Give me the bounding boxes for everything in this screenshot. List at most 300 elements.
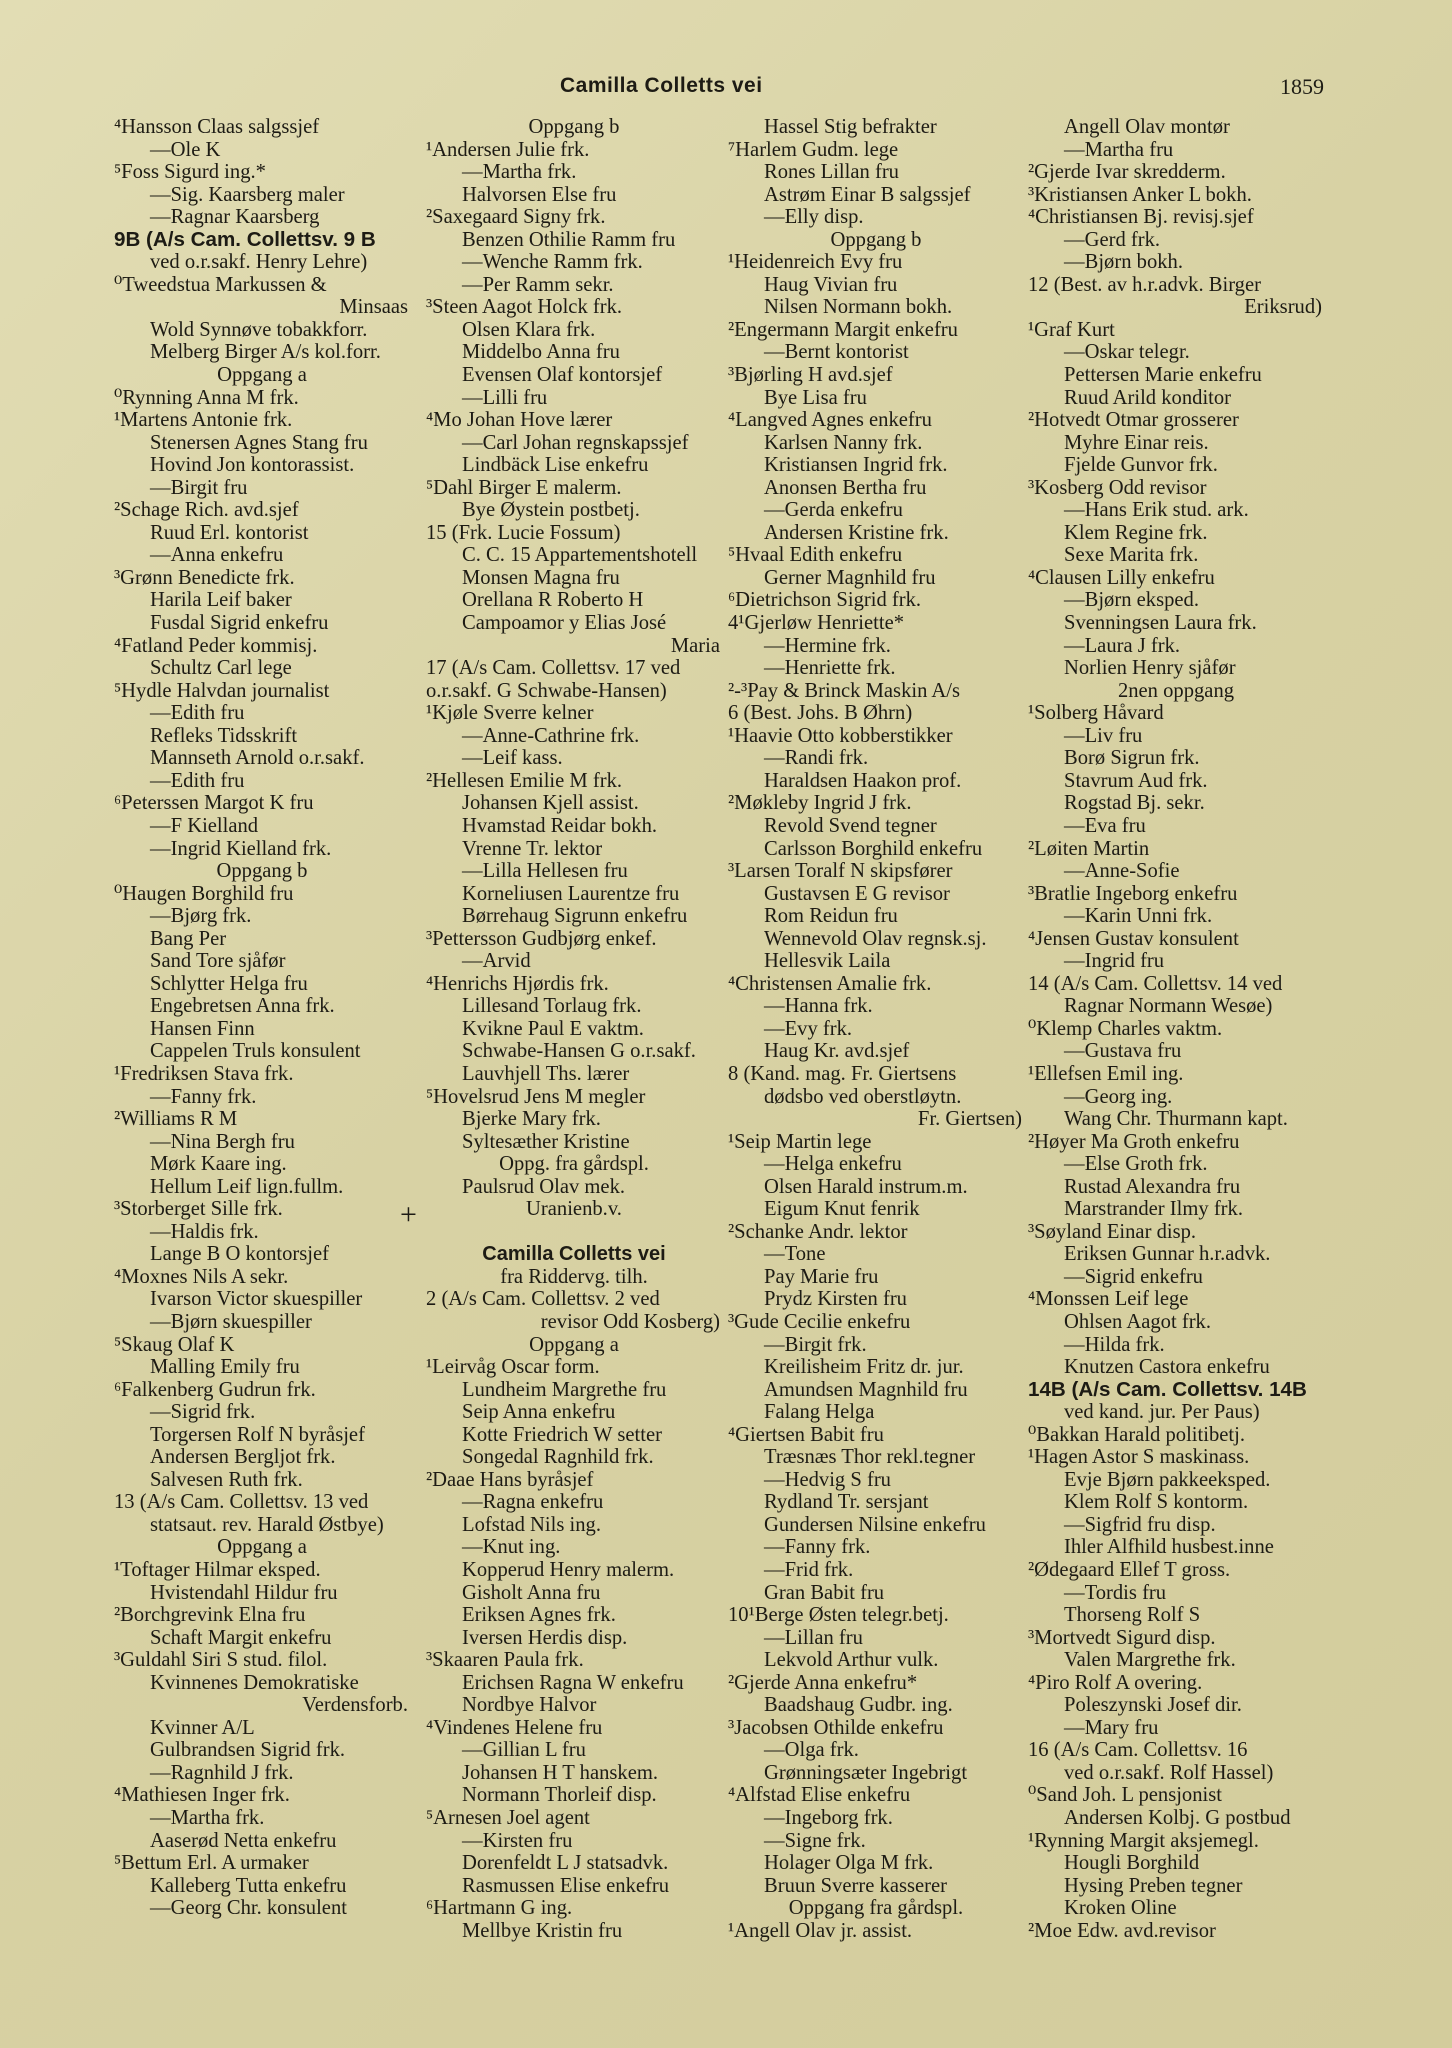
directory-entry: Oppg. fra gårdspl.	[499, 1153, 649, 1176]
directory-entry: ⁶Dietrichson Sigrid frk.	[728, 589, 922, 612]
directory-entry: Erichsen Ragna W enkefru	[462, 1671, 684, 1694]
directory-entry: fra Riddervg. tilh.	[500, 1265, 648, 1288]
directory-entry: ⁴Piro Rolf A overing.	[1028, 1671, 1203, 1694]
directory-entry: —Ragna enkefru	[462, 1491, 604, 1514]
directory-entry: Melberg Birger A/s kol.forr.	[150, 341, 381, 364]
directory-entry: Carlsson Borghild enkefru	[764, 837, 983, 860]
directory-entry: Pay Marie fru	[764, 1265, 879, 1288]
directory-entry: 10¹Berge Østen telegr.betj.	[728, 1604, 949, 1627]
directory-entry: Pettersen Marie enkefru	[1064, 364, 1262, 387]
directory-entry: ved o.r.sakf. Henry Lehre)	[150, 251, 368, 274]
directory-entry: —Evy frk.	[764, 1017, 853, 1040]
directory-entry: 2nen oppgang	[1117, 679, 1235, 702]
directory-entry: —Frid frk.	[764, 1559, 854, 1581]
directory-entry: Rom Reidun fru	[764, 905, 898, 928]
directory-entry: Anonsen Bertha fru	[764, 476, 927, 499]
directory-entry: Thorseng Rolf S	[1064, 1604, 1201, 1627]
directory-entry: ⁶Falkenberg Gudrun frk.	[114, 1378, 316, 1401]
directory-entry: —Birgit fru	[150, 476, 248, 499]
directory-entry: ved kand. jur. Per Paus)	[1064, 1401, 1260, 1424]
directory-entry: Klem Regine frk.	[1064, 521, 1208, 544]
directory-entry: Korneliusen Laurentze fru	[462, 882, 680, 905]
directory-entry: ⁴Giertsen Babit fru	[728, 1423, 884, 1446]
directory-entry: Olsen Harald instrum.m.	[764, 1175, 968, 1198]
directory-entry: Aaserød Netta enkefru	[150, 1829, 337, 1852]
directory-entry: Dorenfeldt L J statsadvk.	[462, 1852, 669, 1875]
directory-entry: Oppgang b	[830, 228, 922, 251]
directory-entry: Schaft Margit enkefru	[150, 1626, 332, 1649]
directory-entry: Schwabe-Hansen G o.r.sakf.	[462, 1040, 696, 1063]
directory-entry: ⁴Alfstad Elise enkefru	[728, 1784, 911, 1807]
directory-entry: ⁵Dahl Birger E malerm.	[426, 476, 622, 499]
directory-entry: ⁴Clausen Lilly enkefru	[1028, 566, 1215, 589]
directory-entry: Grønningsæter Ingebrigt	[764, 1761, 968, 1784]
directory-entry: Revold Svend tegner	[764, 814, 937, 837]
directory-entry: ³Gude Cecilie enkefru	[728, 1310, 911, 1333]
directory-entry: 12 (Best. av h.r.advk. Birger	[1028, 273, 1261, 296]
directory-entry: ¹Solberg Håvard	[1028, 702, 1164, 725]
directory-entry: —Leif kass.	[462, 747, 563, 770]
directory-entry: Prydz Kirsten fru	[764, 1288, 907, 1311]
directory-entry: Sexe Marita frk.	[1064, 544, 1199, 567]
directory-entry: Refleks Tidsskrift	[150, 724, 298, 747]
directory-entry: Benzen Othilie Ramm fru	[462, 228, 676, 251]
directory-entry: —Per Ramm sekr.	[462, 273, 614, 296]
directory-entry: ⁵Skaug Olaf K	[114, 1333, 235, 1356]
directory-entry: ¹Angell Olav jr. assist.	[728, 1919, 913, 1942]
directory-entry: ³Kosberg Odd revisor	[1028, 476, 1207, 499]
directory-entry: Lange B O kontorsjef	[150, 1243, 330, 1266]
directory-entry: ²Hotvedt Otmar grosserer	[1028, 409, 1239, 432]
directory-entry: Andersen Bergljot frk.	[150, 1446, 336, 1469]
directory-entry: Hellum Leif lign.fullm.	[150, 1175, 344, 1198]
directory-entry: ⁰Sand Joh. L pensjonist	[1028, 1784, 1222, 1807]
directory-entry: —Tone	[764, 1243, 826, 1266]
directory-entry: —Elly disp.	[764, 206, 864, 229]
directory-entry: —Martha fru	[1064, 138, 1174, 161]
directory-entry: Schultz Carl lege	[150, 657, 292, 680]
directory-entry: Lundheim Margrethe fru	[462, 1378, 667, 1401]
directory-entry: ³Steen Aagot Holck frk.	[426, 296, 623, 319]
directory-entry: ³Kristiansen Anker L bokh.	[1028, 183, 1252, 206]
directory-entry: —Hilda frk.	[1064, 1333, 1165, 1356]
directory-entry: ³Skaaren Paula frk.	[426, 1649, 584, 1672]
directory-entry: Oppgang a	[217, 1536, 307, 1559]
directory-entry: —Lillan fru	[764, 1626, 863, 1649]
directory-entry: Maria	[670, 634, 720, 657]
directory-entry: ³Larsen Toralf N skipsfører	[728, 860, 953, 883]
directory-entry: ¹Kjøle Sverre kelner	[426, 702, 594, 725]
directory-entry: ³Guldahl Siri S stud. filol.	[114, 1649, 328, 1672]
directory-entry: —Nina Bergh fru	[150, 1130, 295, 1153]
directory-entry: Rustad Alexandra fru	[1064, 1175, 1241, 1198]
directory-entry: ⁵Hvaal Edith enkefru	[728, 544, 903, 567]
directory-entry: Paulsrud Olav mek.	[462, 1175, 626, 1198]
directory-entry: Eriksen Gunnar h.r.advk.	[1064, 1243, 1271, 1266]
directory-entry: —Martha frk.	[462, 161, 577, 184]
directory-entry: —Anne-Sofie	[1064, 860, 1180, 883]
directory-entry: ³Søyland Einar disp.	[1028, 1220, 1197, 1243]
directory-entry: ³Storberget Sille frk.	[114, 1198, 283, 1221]
directory-entry: —Edith fru	[150, 769, 245, 792]
directory-entry: Songedal Ragnhild frk.	[462, 1446, 654, 1469]
directory-entry: ⁴Hansson Claas salgssjef	[114, 116, 320, 138]
directory-entry: Kristiansen Ingrid frk.	[764, 454, 948, 477]
directory-entry: Haraldsen Haakon prof.	[764, 769, 962, 792]
directory-entry: 16 (A/s Cam. Collettsv. 16	[1028, 1739, 1248, 1762]
directory-entry: Falang Helga	[764, 1401, 875, 1424]
directory-entry: —Edith fru	[150, 702, 245, 725]
directory-entry: —Ragnhild J frk.	[150, 1761, 294, 1784]
directory-entry: ⁴Monssen Leif lege	[1028, 1288, 1189, 1311]
directory-entry: —Liv fru	[1064, 724, 1143, 747]
directory-entry: —Sigfrid fru disp.	[1064, 1513, 1216, 1536]
directory-entry: —Hanna frk.	[764, 995, 873, 1018]
directory-entry: ⁵Arnesen Joel agent	[426, 1807, 590, 1830]
directory-entry: Stavrum Aud frk.	[1064, 769, 1208, 792]
directory-entry: Hellesvik Laila	[764, 950, 891, 973]
directory-entry: 13 (A/s Cam. Collettsv. 13 ved	[114, 1491, 369, 1514]
directory-entry: Engebretsen Anna frk.	[150, 995, 335, 1018]
directory-entry: ⁴Fatland Peder kommisj.	[114, 634, 318, 657]
directory-entry: Mannseth Arnold o.r.sakf.	[150, 747, 365, 770]
directory-entry: —Sigrid frk.	[150, 1401, 256, 1424]
directory-entry: Cappelen Truls konsulent	[150, 1040, 361, 1063]
directory-entry: 14 (A/s Cam. Collettsv. 14 ved	[1028, 972, 1283, 995]
directory-entry: Evje Bjørn pakkeeksped.	[1064, 1468, 1271, 1491]
directory-entry: ⁶Hartmann G ing.	[426, 1897, 573, 1920]
directory-entry: —Else Groth frk.	[1064, 1153, 1208, 1176]
directory-entry: Hansen Finn	[150, 1017, 255, 1040]
directory-entry: —Tordis fru	[1064, 1581, 1167, 1604]
directory-entry: —Sig. Kaarsberg maler	[150, 183, 345, 206]
directory-entry: Rogstad Bj. sekr.	[1064, 792, 1205, 815]
directory-entry: Minsaas	[339, 296, 408, 319]
directory-entry: Ragnar Normann Wesøe)	[1064, 995, 1273, 1018]
directory-entry: ¹Graf Kurt	[1028, 318, 1115, 341]
directory-entry: ²Moe Edw. avd.revisor	[1028, 1919, 1216, 1942]
directory-entry: Halvorsen Else fru	[462, 183, 617, 206]
directory-entry: —Ingeborg frk.	[764, 1807, 893, 1830]
directory-entry: Lauvhjell Ths. lærer	[462, 1062, 630, 1085]
directory-entry: ²Høyer Ma Groth enkefru	[1028, 1130, 1240, 1153]
directory-entry: Wold Synnøve tobakkforr.	[150, 318, 368, 341]
directory-entry: Bjerke Mary frk.	[462, 1108, 601, 1131]
directory-entry: Poleszynski Josef dir.	[1064, 1694, 1242, 1717]
directory-entry: Sand Tore sjåfør	[150, 950, 286, 973]
directory-entry: C. C. 15 Appartementshotell	[462, 544, 698, 567]
directory-entry: Schlytter Helga fru	[150, 972, 308, 995]
directory-entry: Ruud Erl. kontorist	[150, 521, 309, 544]
directory-entry: ⁴Mo Johan Hove lærer	[426, 409, 613, 432]
directory-entry: 17 (A/s Cam. Collettsv. 17 ved	[426, 657, 681, 680]
directory-entry: Normann Thorleif disp.	[462, 1784, 657, 1807]
directory-entry: ³Grønn Benedicte frk.	[114, 566, 295, 589]
directory-entry: Kreilisheim Fritz dr. jur.	[764, 1356, 964, 1379]
directory-entry: Valen Margrethe frk.	[1064, 1649, 1236, 1672]
directory-entry: ¹Martens Antonie frk.	[114, 409, 293, 432]
directory-entry: ved o.r.sakf. Rolf Hassel)	[1064, 1761, 1274, 1784]
plus-mark-icon: +	[400, 1198, 417, 1231]
directory-entry: ¹Toftager Hilmar eksped.	[114, 1559, 321, 1581]
directory-entry: Kopperud Henry malerm.	[462, 1559, 675, 1581]
directory-entry: ¹Hagen Astor S maskinass.	[1028, 1446, 1250, 1469]
column-4	[1026, 116, 1326, 1942]
directory-entry: ²Gjerde Ivar skredderm.	[1028, 161, 1226, 184]
directory-entry: dødsbo ved oberstløytn.	[764, 1085, 962, 1108]
directory-entry: ⁴Moxnes Nils A sekr.	[114, 1265, 289, 1288]
directory-entry: Oppgang fra gårdspl.	[788, 1897, 964, 1920]
directory-entry: —Gustava fru	[1064, 1040, 1182, 1063]
directory-entry: 4¹Gjerløw Henriette*	[728, 612, 905, 635]
directory-entry: ¹Rynning Margit aksjemegl.	[1028, 1829, 1259, 1852]
directory-entry: —Arvid	[462, 950, 531, 973]
directory-entry: ⁵Hydle Halvdan journalist	[114, 679, 330, 702]
directory-entry: —Wenche Ramm frk.	[462, 251, 643, 274]
directory-entry: Ivarson Victor skuespiller	[150, 1288, 363, 1311]
directory-entry: Verdensforb.	[302, 1694, 408, 1717]
directory-entry: Borø Sigrun frk.	[1064, 747, 1200, 770]
directory-entry: revisor Odd Kosberg)	[540, 1310, 720, 1333]
directory-entry: —Bernt kontorist	[764, 341, 909, 364]
directory-entry: ²Gjerde Anna enkefru*	[728, 1671, 918, 1694]
directory-entry: Lillesand Torlaug frk.	[462, 995, 642, 1018]
directory-entry: ⁵Foss Sigurd ing.*	[114, 161, 266, 184]
directory-entry: —Haldis frk.	[150, 1220, 259, 1243]
directory-entry: Gustavsen E G revisor	[764, 882, 950, 905]
directory-entry: —Gillian L fru	[462, 1739, 586, 1762]
directory-entry: Andersen Kolbj. G postbud	[1064, 1807, 1291, 1830]
directory-entry: ⁰Klemp Charles vaktm.	[1028, 1017, 1223, 1040]
directory-entry: —Gerda enkefru	[764, 499, 903, 522]
directory-entry: ²-³Pay & Brinck Maskin A/s	[728, 679, 961, 702]
directory-entry: ²Engermann Margit enkefru	[728, 318, 958, 341]
directory-entry: Hougli Borghild	[1064, 1852, 1200, 1875]
directory-entry: Camilla Colletts vei	[482, 1243, 666, 1266]
directory-entry: ³Bratlie Ingeborg enkefru	[1028, 882, 1238, 905]
directory-entry: —Knut ing.	[462, 1536, 561, 1559]
directory-entry: Johansen H T hanskem.	[462, 1761, 659, 1784]
directory-entry: Knutzen Castora enkefru	[1064, 1356, 1270, 1379]
directory-entry: 15 (Frk. Lucie Fossum)	[426, 521, 621, 544]
directory-entry: Seip Anna enkefru	[462, 1401, 616, 1424]
directory-entry: Karlsen Nanny frk.	[764, 431, 923, 454]
directory-entry: —Ingrid fru	[1064, 950, 1165, 973]
directory-entry: —Randi frk.	[764, 747, 869, 770]
directory-entry: Rydland Tr. sersjant	[764, 1491, 929, 1514]
directory-entry: ³Pettersson Gudbjørg enkef.	[426, 927, 657, 950]
directory-entry: Bang Per	[150, 927, 227, 950]
directory-entry: ²Hellesen Emilie M frk.	[426, 769, 623, 792]
directory-entry: ⁵Hovelsrud Jens M megler	[426, 1085, 646, 1108]
directory-entry: Nordbye Halvor	[462, 1694, 597, 1717]
directory-entry: Hysing Preben tegner	[1064, 1874, 1243, 1897]
directory-entry: Evensen Olaf kontorsjef	[462, 364, 663, 387]
directory-entry: Kvinner A/L	[150, 1716, 255, 1739]
directory-entry: Fr. Giertsen)	[917, 1108, 1022, 1131]
directory-entry: —Olga frk.	[764, 1739, 859, 1762]
directory-entry: Iversen Herdis disp.	[462, 1626, 628, 1649]
directory-entry: Hvistendahl Hildur fru	[150, 1581, 338, 1604]
directory-entry	[424, 1221, 724, 1244]
column-2	[424, 116, 724, 1942]
directory-entry: —Ingrid Kielland frk.	[150, 837, 332, 860]
directory-entry: ³Bjørling H avd.sjef	[728, 364, 893, 387]
directory-entry: —Oskar telegr.	[1064, 341, 1190, 364]
column-3	[726, 116, 1026, 1942]
directory-entry: Ihler Alfhild husbest.inne	[1064, 1536, 1274, 1559]
directory-entry: —Ragnar Kaarsberg	[150, 206, 320, 229]
directory-entry: ²Schage Rich. avd.sjef	[114, 499, 299, 522]
directory-entry: —Georg ing.	[1064, 1085, 1173, 1108]
directory-entry: Ohlsen Aagot frk.	[1064, 1310, 1211, 1333]
directory-entry: Amundsen Magnhild fru	[764, 1378, 968, 1401]
directory-entry: ²Williams R M	[114, 1108, 238, 1131]
directory-entry: Wennevold Olav regnsk.sj.	[764, 927, 987, 950]
directory-entry: statsaut. rev. Harald Østbye)	[150, 1513, 384, 1536]
directory-entry: Uranienb.v.	[526, 1198, 622, 1221]
directory-entry: Lindbäck Lise enkefru	[462, 454, 649, 477]
directory-entry: Torgersen Rolf N byråsjef	[150, 1423, 365, 1446]
directory-entry: Mørk Kaare ing.	[150, 1153, 287, 1176]
directory-entry: Gerner Magnhild fru	[764, 566, 936, 589]
directory-entry: ²Saxegaard Signy frk.	[426, 206, 606, 229]
page-number: 1859	[1280, 74, 1324, 99]
directory-entry: Gundersen Nilsine enkefru	[764, 1513, 986, 1536]
directory-entry: Gran Babit fru	[764, 1581, 885, 1604]
directory-entry: Monsen Magna fru	[462, 566, 620, 589]
directory-entry: —F Kielland	[150, 814, 259, 837]
directory-entry: —Bjørg frk.	[150, 905, 252, 928]
directory-entry: Rasmussen Elise enkefru	[462, 1874, 670, 1897]
directory-entry: Nilsen Normann bokh.	[764, 296, 953, 319]
directory-entry: ⁵Bettum Erl. A urmaker	[114, 1852, 309, 1875]
directory-entry: 9B (A/s Cam. Collettsv. 9 B	[114, 228, 376, 251]
directory-entry: Wang Chr. Thurmann kapt.	[1064, 1108, 1288, 1131]
directory-entry: Træsnæs Thor rekl.tegner	[764, 1446, 976, 1469]
directory-entry: ⁰Haugen Borghild fru	[114, 882, 294, 905]
directory-entry: Eigum Knut fenrik	[764, 1198, 920, 1221]
directory-entry: Johansen Kjell assist.	[462, 792, 639, 815]
directory-entry: Hvamstad Reidar bokh.	[462, 814, 658, 837]
directory-entry: —Fanny frk.	[150, 1085, 257, 1108]
directory-entry: ²Møkleby Ingrid J frk.	[728, 792, 912, 815]
directory-entry: Fjelde Gunvor frk.	[1064, 454, 1218, 477]
directory-entry: ⁰Rynning Anna M frk.	[114, 386, 299, 409]
directory-entry: Olsen Klara frk.	[462, 318, 596, 341]
directory-entry: Gulbrandsen Sigrid frk.	[150, 1739, 346, 1762]
directory-entry: —Lilla Hellesen fru	[462, 860, 628, 883]
directory-entry: —Hedvig S fru	[764, 1468, 891, 1491]
directory-entry: —Birgit frk.	[764, 1333, 867, 1356]
directory-entry: 14B (A/s Cam. Collettsv. 14B	[1028, 1378, 1307, 1401]
directory-entry: ⁴Langved Agnes enkefru	[728, 409, 932, 432]
directory-entry: ¹Fredriksen Stava frk.	[114, 1062, 294, 1085]
directory-entry: —Martha frk.	[150, 1807, 265, 1830]
directory-entry: Børrehaug Sigrunn enkefru	[462, 905, 688, 928]
directory-entry: Eriksrud)	[1244, 296, 1322, 319]
directory-entry: —Carl Johan regnskapssjef	[462, 431, 689, 454]
directory-entry: Kroken Oline	[1064, 1897, 1177, 1920]
directory-entry: Astrøm Einar B salgssjef	[764, 183, 971, 206]
directory-entry: Syltesæther Kristine	[462, 1130, 630, 1153]
directory-entry: Norlien Henry sjåfør	[1064, 657, 1236, 680]
directory-entry: ³Jacobsen Othilde enkefru	[728, 1716, 944, 1739]
directory-entry: ¹Seip Martin lege	[728, 1130, 872, 1153]
directory-entry: —Anna enkefru	[150, 544, 284, 567]
directory-entry: ²Borchgrevink Elna fru	[114, 1604, 306, 1627]
directory-entry: ⁴Christiansen Bj. revisj.sjef	[1028, 206, 1254, 229]
directory-entry: ²Løiten Martin	[1028, 837, 1150, 860]
directory-entry: —Kirsten fru	[462, 1829, 573, 1852]
directory-entry: ⁴Vindenes Helene fru	[426, 1716, 603, 1739]
directory-entry: Klem Rolf S kontorm.	[1064, 1491, 1249, 1514]
directory-entry: Myhre Einar reis.	[1064, 431, 1209, 454]
column-1	[112, 116, 412, 1920]
directory-entry: Holager Olga M frk.	[764, 1852, 934, 1875]
directory-entry: —Anne-Cathrine frk.	[462, 724, 640, 747]
directory-entry: Kvikne Paul E vaktm.	[462, 1017, 644, 1040]
directory-entry: Stenersen Agnes Stang fru	[150, 431, 368, 454]
directory-entry: —Helga enkefru	[764, 1153, 902, 1176]
directory-entry: ¹Leirvåg Oscar form.	[426, 1356, 600, 1379]
directory-entry: ²Schanke Andr. lektor	[728, 1220, 908, 1243]
directory-entry: 8 (Kand. mag. Fr. Giertsens	[728, 1062, 957, 1085]
directory-entry: —Fanny frk.	[764, 1536, 871, 1559]
directory-entry: ⁰Bakkan Harald politibetj.	[1028, 1423, 1245, 1446]
directory-entry: —Bjørn bokh.	[1064, 251, 1183, 274]
directory-entry: ³Mortvedt Sigurd disp.	[1028, 1626, 1216, 1649]
directory-entry: Orellana R Roberto H	[462, 589, 644, 612]
directory-entry: —Ole K	[150, 138, 221, 161]
directory-entry: ¹Heidenreich Evy fru	[728, 251, 903, 274]
directory-entry: Eriksen Agnes frk.	[462, 1604, 616, 1627]
directory-entry: Bye Lisa fru	[764, 386, 867, 409]
directory-entry: —Henriette frk.	[764, 657, 896, 680]
directory-entry: Oppgang a	[529, 1333, 619, 1356]
directory-entry: Kvinnenes Demokratiske	[150, 1671, 359, 1694]
directory-entry: ¹Ellefsen Emil ing.	[1028, 1062, 1184, 1085]
directory-entry: Salvesen Ruth frk.	[150, 1468, 303, 1491]
directory-entry: —Eva fru	[1064, 814, 1146, 837]
directory-entry: Bye Øystein postbetj.	[462, 499, 640, 522]
directory-entry: —Hermine frk.	[764, 634, 891, 657]
directory-entry: Haug Vivian fru	[764, 273, 898, 296]
directory-entry: Svenningsen Laura frk.	[1064, 612, 1257, 635]
directory-entry: —Lilli fru	[462, 386, 548, 409]
directory-entry: ¹Andersen Julie frk.	[426, 138, 590, 161]
directory-entry: —Georg Chr. konsulent	[150, 1897, 347, 1920]
directory-entry: ⁶Peterssen Margot K fru	[114, 792, 314, 815]
directory-entry: ⁰Tweedstua Markussen &	[114, 273, 327, 296]
directory-entry: Fusdal Sigrid enkefru	[150, 612, 329, 635]
directory-entry: Hassel Stig befrakter	[764, 116, 937, 138]
directory-entry: Angell Olav montør	[1064, 116, 1230, 138]
directory-entry: Harila Leif baker	[150, 589, 292, 612]
directory-entry: Andersen Kristine frk.	[764, 521, 949, 544]
directory-entry: Malling Emily fru	[150, 1356, 300, 1379]
directory-entry: Kalleberg Tutta enkefru	[150, 1874, 347, 1897]
directory-entry: Oppgang a	[217, 364, 307, 387]
directory-entry: Campoamor y Elias José	[462, 612, 667, 635]
directory-entry: Oppgang b	[216, 860, 308, 883]
directory-entry: ⁴Jensen Gustav konsulent	[1028, 927, 1239, 950]
directory-entry: Bruun Sverre kasserer	[764, 1874, 947, 1897]
directory-entry: —Hans Erik stud. ark.	[1064, 499, 1249, 522]
directory-entry: ²Ødegaard Ellef T gross.	[1028, 1559, 1231, 1581]
directory-entry: Baadshaug Gudbr. ing.	[764, 1694, 953, 1717]
page-title: Camilla Colletts vei	[560, 74, 763, 97]
